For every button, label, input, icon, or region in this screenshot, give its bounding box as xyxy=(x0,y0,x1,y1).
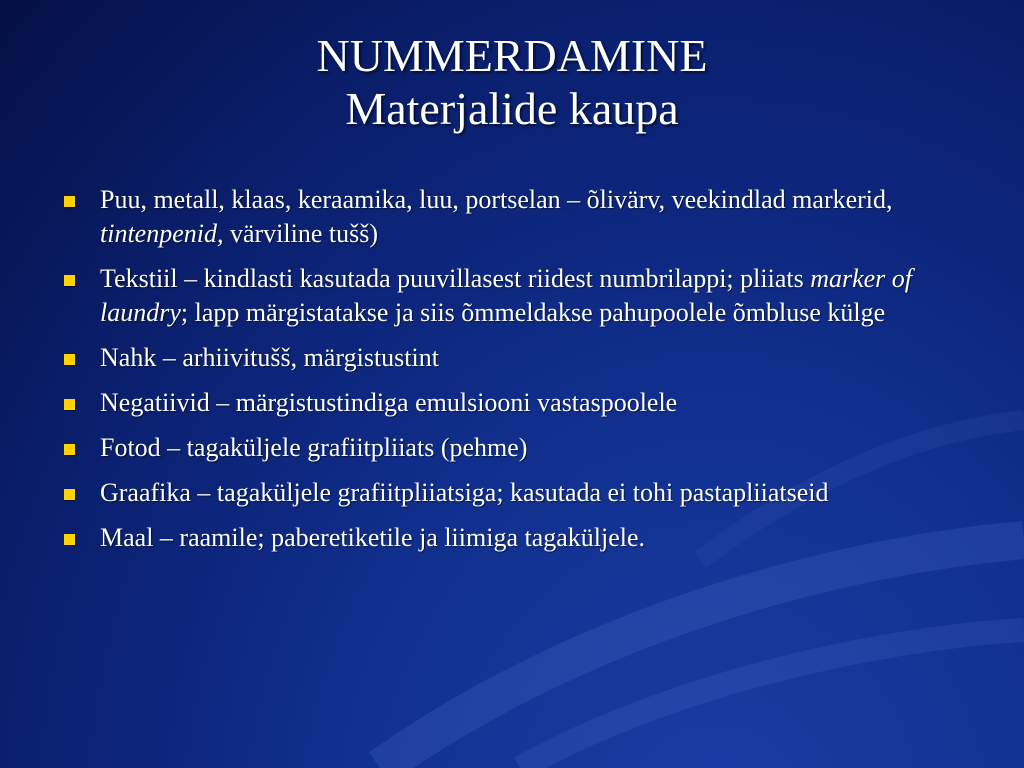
bullet-square-icon xyxy=(64,534,75,545)
list-item-text: Puu, metall, klaas, keraamika, luu, portselan – õlivärv, veekindlad markerid, xyxy=(100,185,893,214)
title-main: NUMMERDAMINE xyxy=(316,30,708,81)
emphasized-text: marker of laundry xyxy=(100,264,913,327)
list-item-text: Maal – raamile; paberetiketile ja liimiga tagaküljele. xyxy=(100,523,646,552)
bullet-square-icon xyxy=(64,444,75,455)
list-item-text: ; lapp märgistatakse ja siis õmmeldakse pahupoolele õmbluse külge xyxy=(180,298,886,327)
list-item xyxy=(58,262,978,330)
list-item xyxy=(58,386,978,420)
bullet-list xyxy=(58,183,978,566)
bullet-square-icon xyxy=(64,196,75,207)
list-item-text: värviline tušš) xyxy=(223,219,379,248)
list-item-text: Graafika – tagaküljele grafiitpliiatsiga; kasutada ei tohi pastapliiatseid xyxy=(100,478,829,507)
list-item-text: Nahk – arhiivitušš, märgistustint xyxy=(100,343,439,372)
title-subtitle: Materjalide kaupa xyxy=(345,82,679,134)
bullet-square-icon xyxy=(64,275,75,286)
emphasized-text: tintenpenid, xyxy=(100,219,224,248)
list-item-text: Negatiivid – märgistustindiga emulsiooni vastaspoolele xyxy=(100,388,678,417)
list-item xyxy=(58,431,978,465)
list-item-text: Tekstiil – kindlasti kasutada puuvillasest riidest numbrilappi; pliiats xyxy=(100,264,811,293)
list-item xyxy=(58,341,978,375)
list-item xyxy=(58,521,978,555)
list-item xyxy=(58,183,978,251)
bullet-square-icon xyxy=(64,399,75,410)
slide-title xyxy=(0,30,1024,136)
list-item xyxy=(58,476,978,510)
bullet-square-icon xyxy=(64,489,75,500)
list-item-text: Fotod – tagaküljele grafiitpliiats (pehme) xyxy=(100,433,528,462)
bullet-square-icon xyxy=(64,354,75,365)
